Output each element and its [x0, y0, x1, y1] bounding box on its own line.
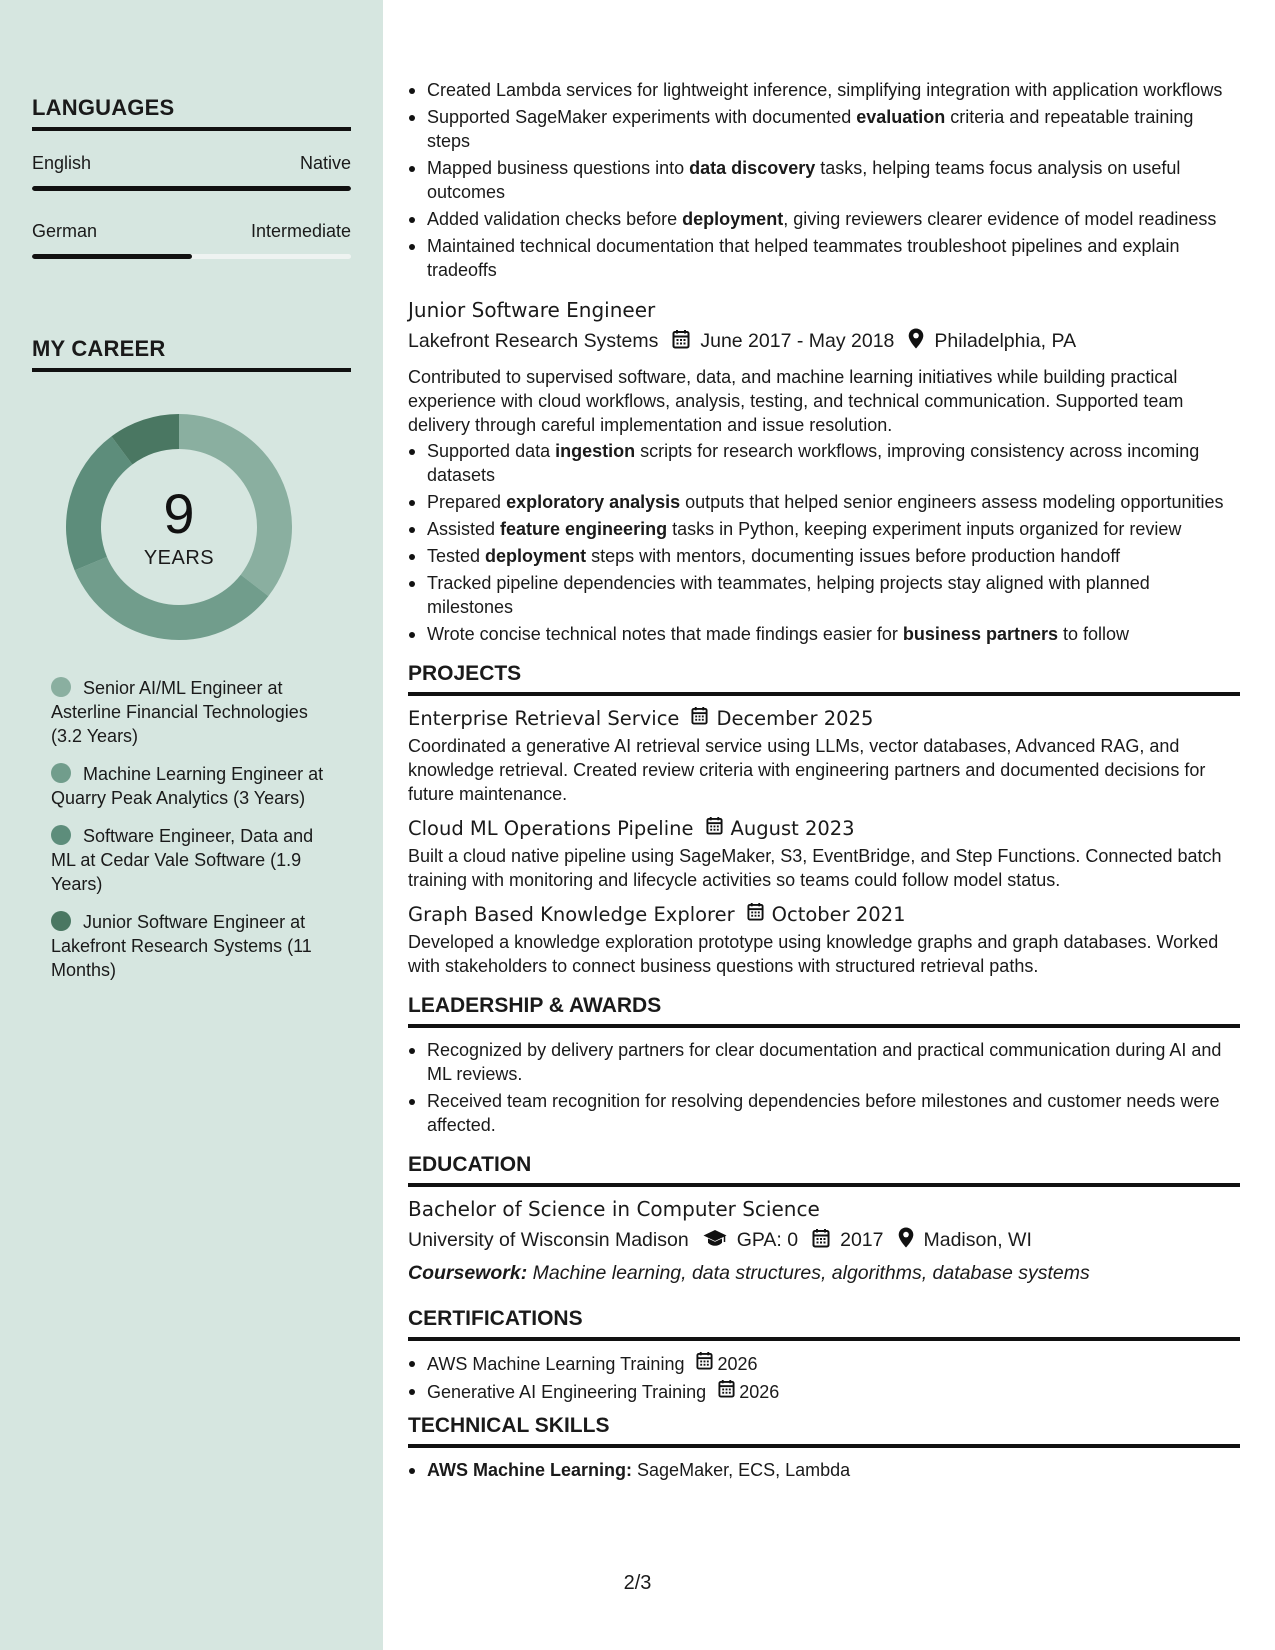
- skill-value: SageMaker, ECS, Lambda: [632, 1460, 851, 1480]
- bullet-text: Assisted: [427, 519, 501, 539]
- education-meta: [408, 1227, 1240, 1254]
- bullet-emphasis: deployment: [682, 209, 784, 229]
- job-bullets: [408, 439, 1240, 646]
- job-title: Junior Software Engineer: [408, 298, 656, 322]
- career-total-years: 9: [163, 481, 195, 545]
- previous-job-bullet: [408, 105, 1240, 153]
- project-description: Built a cloud native pipeline using SageMaker, S3, EventBridge, and Step Functions. Connected batch training with monitoring and lifecycle activities so teams could follow model status.: [408, 846, 1222, 890]
- project-title: Cloud ML Operations Pipeline: [408, 816, 694, 840]
- bullet-text: Supported SageMaker experiments with documented: [427, 107, 857, 127]
- calendar-icon: [706, 816, 723, 840]
- bullet-text: tasks in Python, keeping experiment inputs organized for review: [667, 519, 1182, 539]
- previous-job-bullet: [408, 78, 1240, 102]
- bullet-text: scripts for research workflows, improving consistency across incoming datasets: [427, 441, 1200, 485]
- language-list: [32, 153, 351, 259]
- legend-dot: [51, 825, 71, 845]
- skills-heading: TECHNICAL SKILLS: [408, 1414, 1240, 1448]
- calendar-icon: [672, 329, 690, 355]
- legend-dot: [51, 911, 71, 931]
- calendar-icon: [696, 1351, 713, 1376]
- calendar-icon: [747, 902, 764, 926]
- career-legend-text: Junior Software Engineer at Lakefront Research Systems (11 Months): [51, 912, 312, 980]
- bullet-emphasis: data discovery: [689, 158, 816, 178]
- legend-dot: [51, 677, 71, 697]
- languages-heading: LANGUAGES: [32, 95, 351, 131]
- leadership-heading: LEADERSHIP & AWARDS: [408, 994, 1240, 1028]
- language-proficiency-fill: [32, 186, 351, 191]
- bullet-text: Maintained technical documentation that helped teammates troubleshoot pipelines and explain tradeoffs: [427, 236, 1180, 280]
- bullet-text: tasks, helping teams focus analysis on useful outcomes: [427, 158, 1181, 202]
- education-gpa: GPA: 0: [736, 1229, 799, 1251]
- job-bullet: [408, 517, 1240, 541]
- bullet-text: Mapped business questions into: [427, 158, 690, 178]
- education-year: 2017: [840, 1229, 884, 1251]
- job-location: Philadelphia, PA: [934, 330, 1077, 352]
- certifications-list: [408, 1351, 1240, 1404]
- project-date: October 2021: [771, 902, 906, 926]
- language-row: [32, 153, 351, 174]
- career-donut-chart: [66, 414, 292, 640]
- certification-year: 2026: [739, 1381, 780, 1402]
- language-level: Intermediate: [250, 221, 351, 241]
- project-description: Coordinated a generative AI retrieval service using LLMs, vector databases, Advanced RAG, and knowledge retrieval. Created review criteria with engineering partners and documented decisions for future maintenance.: [408, 736, 1206, 804]
- bullet-text: Prepared: [427, 492, 507, 512]
- main-content: [408, 78, 1240, 1485]
- education-coursework: [408, 1262, 1240, 1285]
- certifications-heading: CERTIFICATIONS: [408, 1307, 1240, 1341]
- calendar-icon: [718, 1379, 735, 1404]
- education-location: Madison, WI: [923, 1229, 1032, 1251]
- career-legend-text: Software Engineer, Data and ML at Cedar Vale Software (1.9 Years): [51, 826, 314, 894]
- career-legend-item: [51, 824, 331, 896]
- job-meta: [408, 328, 1240, 355]
- legend-dot: [51, 763, 71, 783]
- job-bullet: [408, 622, 1240, 646]
- certification-year: 2026: [717, 1353, 758, 1374]
- education-heading: EDUCATION: [408, 1153, 1240, 1187]
- career-legend-text: Machine Learning Engineer at Quarry Peak Analytics (3 Years): [51, 764, 324, 808]
- language-name: German: [32, 221, 98, 241]
- project-entry: [408, 902, 1240, 978]
- job-bullet: [408, 490, 1240, 514]
- project-header: [408, 902, 1240, 926]
- language-name: English: [32, 153, 92, 173]
- language-row: [32, 221, 351, 242]
- bullet-text: steps with mentors, documenting issues before production handoff: [586, 546, 1121, 566]
- bullet-text: , giving reviewers clearer evidence of model readiness: [783, 209, 1217, 229]
- map-pin-icon: [908, 328, 924, 355]
- bullet-text: Wrote concise technical notes that made findings easier for: [427, 624, 903, 644]
- leadership-item: [408, 1038, 1240, 1086]
- bullet-text: Recognized by delivery partners for clear documentation and practical communication during AI and ML reviews.: [427, 1040, 1222, 1084]
- career-legend: [51, 676, 331, 996]
- certification-item: [408, 1351, 1240, 1376]
- skill-item: [408, 1458, 1240, 1482]
- leadership-item: [408, 1089, 1240, 1137]
- career-legend-item: [51, 762, 331, 810]
- bullet-text: to follow: [1057, 624, 1130, 644]
- bullet-text: Supported data: [427, 441, 556, 461]
- bullet-emphasis: feature engineering: [500, 519, 668, 539]
- bullet-emphasis: exploratory analysis: [506, 492, 681, 512]
- project-entry: [408, 816, 1240, 892]
- job-summary: Contributed to supervised software, data, and machine learning initiatives while building practical experience with cloud workflows, analysis, testing, and technical communication. Supported team delivery through careful implementation and issue resolution.: [408, 367, 1184, 435]
- map-pin-icon: [898, 1227, 914, 1254]
- project-entry: [408, 706, 1240, 806]
- project-description: Developed a knowledge exploration prototype using knowledge graphs and graph databases. Worked with stakeholders to connect business questions with structured retrieval paths.: [408, 932, 1219, 976]
- project-header: [408, 706, 1240, 730]
- project-title: Graph Based Knowledge Explorer: [408, 902, 735, 926]
- page-number: 2/3: [623, 1572, 652, 1594]
- job-company: Lakefront Research Systems: [408, 330, 659, 352]
- skill-label: AWS Machine Learning:: [427, 1460, 633, 1480]
- bullet-text: outputs that helped senior engineers assess modeling opportunities: [680, 492, 1224, 512]
- language-proficiency-bar: [32, 186, 351, 191]
- certification-name: AWS Machine Learning Training: [427, 1353, 685, 1374]
- certification-item: [408, 1379, 1240, 1404]
- projects-heading: PROJECTS: [408, 662, 1240, 696]
- bullet-text: Added validation checks before: [427, 209, 683, 229]
- leadership-list: [408, 1038, 1240, 1137]
- previous-job-bullet: [408, 156, 1240, 204]
- bullet-text: Received team recognition for resolving dependencies before milestones and customer needs were affected.: [427, 1091, 1220, 1135]
- skills-list: [408, 1458, 1240, 1482]
- bullet-emphasis: evaluation: [856, 107, 946, 127]
- education-degree: Bachelor of Science in Computer Science: [408, 1197, 820, 1221]
- career-total-unit: YEARS: [143, 546, 215, 569]
- project-title: Enterprise Retrieval Service: [408, 706, 680, 730]
- calendar-icon: [691, 706, 708, 730]
- bullet-text: Created Lambda services for lightweight inference, simplifying integration with application workflows: [427, 80, 1223, 100]
- certification-name: Generative AI Engineering Training: [427, 1381, 707, 1402]
- project-date: August 2023: [730, 816, 855, 840]
- previous-job-bullets: [408, 78, 1240, 282]
- language-level: Native: [299, 153, 351, 173]
- career-legend-text: Senior AI/ML Engineer at Asterline Financial Technologies (3.2 Years): [51, 678, 308, 746]
- language-proficiency-fill: [32, 254, 192, 259]
- previous-job-bullet: [408, 207, 1240, 231]
- project-date: December 2025: [716, 706, 874, 730]
- career-legend-item: [51, 676, 331, 748]
- career-section: [32, 336, 351, 372]
- language-proficiency-bar: [32, 254, 351, 259]
- job-bullet: [408, 571, 1240, 619]
- education-school: University of Wisconsin Madison: [408, 1229, 689, 1251]
- bullet-text: Tested: [427, 546, 486, 566]
- bullet-emphasis: business partners: [902, 624, 1058, 644]
- project-header: [408, 816, 1240, 840]
- bullet-text: Tracked pipeline dependencies with teammates, helping projects stay aligned with planned milestones: [427, 573, 1150, 617]
- previous-job-bullet: [408, 234, 1240, 282]
- donut-center: [66, 414, 292, 640]
- bullet-emphasis: ingestion: [555, 441, 636, 461]
- job-dates: June 2017 - May 2018: [700, 330, 895, 352]
- bullet-text: criteria and repeatable training steps: [427, 107, 1194, 151]
- sidebar: [0, 0, 383, 1650]
- job-bullet: [408, 544, 1240, 568]
- calendar-icon: [812, 1228, 830, 1254]
- bullet-emphasis: deployment: [485, 546, 587, 566]
- graduation-cap-icon: [703, 1229, 727, 1253]
- coursework-label: Coursework:: [408, 1262, 528, 1284]
- career-heading: MY CAREER: [32, 336, 351, 372]
- projects-list: [408, 706, 1240, 978]
- job-bullet: [408, 439, 1240, 487]
- languages-section: [32, 95, 351, 259]
- career-legend-item: [51, 910, 331, 982]
- coursework-text: Machine learning, data structures, algorithms, database systems: [527, 1262, 1090, 1284]
